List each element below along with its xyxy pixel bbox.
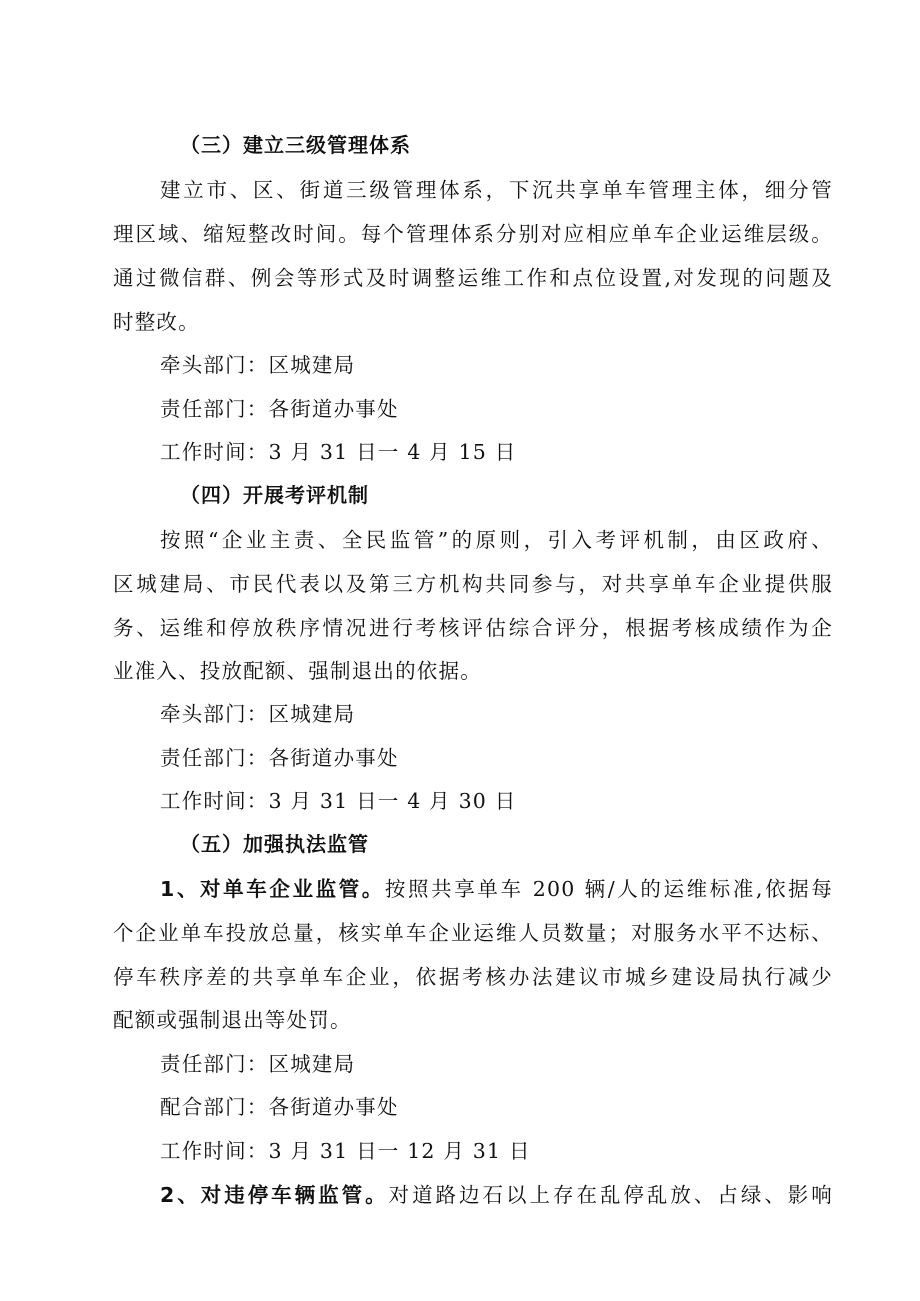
section-4-paragraph-line-3: 务、运维和停放秩序情况进行考核评估综合评分，根据考核成绩作为企 — [113, 616, 833, 640]
section-5-item-2-text: 对道路边石以上存在乱停乱放、占绿、影响 — [388, 1183, 833, 1207]
section-3-paragraph-line-1: 建立市、区、街道三级管理体系，下沉共享单车管理主体，细分管 — [160, 178, 833, 202]
section-5-item-1-text: 按照共享单车 200 辆/人的运维标准,依据每 — [384, 877, 833, 901]
section-4-lead-department: 牵头部门：区城建局 — [160, 702, 356, 726]
section-5-item-1-line-2: 个企业单车投放总量，核实单车企业运维人员数量；对服务水平不达标、 — [113, 921, 833, 945]
section-4-paragraph-line-4: 业准入、投放配额、强制退出的依据。 — [113, 659, 482, 683]
section-5-item-1-line-3: 停车秩序差的共享单车企业，依据考核办法建议市城乡建设局执行减少 — [113, 965, 833, 989]
section-3-work-time: 工作时间：3 月 31 日一 4 月 15 日 — [160, 440, 517, 464]
section-5-item-2-line-1 — [160, 1180, 833, 1210]
section-5-item-1-work-time: 工作时间：3 月 31 日一 12 月 31 日 — [160, 1139, 531, 1163]
section-3-responsible-department: 责任部门：各街道办事处 — [160, 397, 399, 421]
section-4-paragraph-line-2: 区城建局、市民代表以及第三方机构共同参与，对共享单车企业提供服 — [113, 572, 833, 596]
section-4-responsible-department: 责任部门：各街道办事处 — [160, 746, 399, 770]
section-5-item-1-title: 1、对单车企业监管。 — [160, 877, 385, 901]
section-5-heading: （五）加强执法监管 — [180, 832, 369, 856]
section-3-heading: （三）建立三级管理体系 — [180, 133, 411, 157]
section-5-item-1-line-4: 配额或强制退出等处罚。 — [113, 1008, 352, 1032]
section-4-work-time: 工作时间：3 月 31 日一 4 月 30 日 — [160, 789, 517, 813]
section-5-item-2-title: 2、对违停车辆监管。 — [160, 1183, 389, 1207]
section-3-paragraph-line-2: 理区域、缩短整改时间。每个管理体系分别对应相应单车企业运维层级。 — [113, 222, 833, 246]
section-4-paragraph-line-1: 按照“企业主责、全民监管”的原则，引入考评机制，由区政府、 — [160, 528, 833, 552]
section-4-heading: （四）开展考评机制 — [180, 483, 369, 507]
section-5-item-1-responsible-department: 责任部门：区城建局 — [160, 1052, 356, 1076]
section-5-item-1-cooperating-department: 配合部门：各街道办事处 — [160, 1095, 399, 1119]
section-3-paragraph-line-4: 时整改。 — [113, 310, 200, 334]
section-3-lead-department: 牵头部门：区城建局 — [160, 353, 356, 377]
section-5-item-1-line-1 — [160, 874, 833, 904]
section-3-paragraph-line-3: 通过微信群、例会等形式及时调整运维工作和点位设置,对发现的问题及 — [113, 266, 833, 290]
